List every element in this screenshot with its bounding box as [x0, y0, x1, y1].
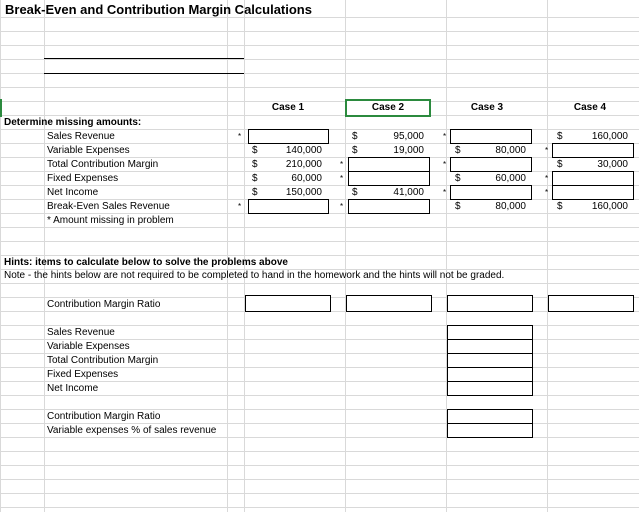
- case2-sales: 95,000: [393, 131, 424, 142]
- dollar-sign: $: [352, 145, 358, 156]
- hint-label-sales: Sales Revenue: [47, 327, 115, 338]
- case2-hint-cm-ratio-input[interactable]: [346, 295, 432, 312]
- case2-total-cm-input[interactable]: [348, 157, 430, 172]
- case3-sales-input[interactable]: [450, 129, 532, 144]
- hint-label-total-cm: Total Contribution Margin: [47, 355, 159, 366]
- case4-sales: 160,000: [591, 131, 628, 142]
- case1-sales-input[interactable]: [248, 129, 329, 144]
- missing-marker: *: [545, 188, 549, 197]
- dollar-sign: $: [455, 201, 461, 212]
- missing-marker: *: [340, 174, 344, 183]
- hints-title: Hints: items to calculate below to solve the problems above: [4, 257, 288, 268]
- case4-total-cm: 30,000: [597, 159, 628, 170]
- hint-label-cm-ratio: Contribution Margin Ratio: [47, 299, 161, 310]
- case3-hint-total-cm-input[interactable]: [447, 353, 533, 368]
- missing-marker: *: [340, 202, 344, 211]
- case4-header: Case 4: [573, 102, 607, 113]
- case1-variable-expenses: 140,000: [285, 145, 322, 156]
- underline-bottom: [44, 73, 244, 74]
- row-label-net-income: Net Income: [47, 187, 99, 198]
- case2-net-income: 41,000: [393, 187, 424, 198]
- dollar-sign: $: [352, 187, 358, 198]
- dollar-sign: $: [252, 159, 258, 170]
- case2-header: Case 2: [371, 102, 405, 113]
- dollar-sign: $: [557, 131, 563, 142]
- case3-variable-expenses: 80,000: [495, 145, 526, 156]
- case1-break-even-input[interactable]: [248, 199, 329, 214]
- case3-hint-cm-ratio-input[interactable]: [447, 295, 533, 312]
- dollar-sign: $: [252, 145, 258, 156]
- case3-hint-net-income-input[interactable]: [447, 381, 533, 396]
- hints-note: Note - the hints below are not required to be completed to hand in the homework and the hints will not be graded.: [4, 270, 505, 281]
- hint-label-net-income: Net Income: [47, 383, 99, 394]
- dollar-sign: $: [252, 187, 258, 198]
- case3-total-cm-input[interactable]: [450, 157, 532, 172]
- case4-net-income-input[interactable]: [552, 185, 634, 200]
- row-label-sales: Sales Revenue: [47, 131, 115, 142]
- case2-fixed-expenses-input[interactable]: [348, 171, 430, 186]
- case3-break-even: 80,000: [495, 201, 526, 212]
- missing-marker: *: [340, 160, 344, 169]
- case2-break-even-input[interactable]: [348, 199, 430, 214]
- case4-hint-cm-ratio-input[interactable]: [548, 295, 634, 312]
- missing-marker: *: [443, 188, 447, 197]
- sheet-title: Break-Even and Contribution Margin Calculations: [5, 2, 312, 17]
- hint-label-variable-pct: Variable expenses % of sales revenue: [47, 425, 217, 436]
- hint-label-variable-expenses: Variable Expenses: [47, 341, 130, 352]
- case3-hint-sales-input[interactable]: [447, 325, 533, 340]
- case2-variable-expenses: 19,000: [393, 145, 424, 156]
- case4-variable-expenses-input[interactable]: [552, 143, 634, 158]
- case4-fixed-expenses-input[interactable]: [552, 171, 634, 186]
- missing-marker: *: [545, 174, 549, 183]
- dollar-sign: $: [252, 173, 258, 184]
- row-label-total-cm: Total Contribution Margin: [47, 159, 159, 170]
- case1-header: Case 1: [271, 102, 305, 113]
- missing-marker: *: [443, 160, 447, 169]
- hint-label-cm-ratio-2: Contribution Margin Ratio: [47, 411, 161, 422]
- dollar-sign: $: [557, 159, 563, 170]
- hint-label-fixed-expenses: Fixed Expenses: [47, 369, 119, 380]
- row-label-fixed-expenses: Fixed Expenses: [47, 173, 119, 184]
- case3-fixed-expenses: 60,000: [495, 173, 526, 184]
- missing-marker: *: [545, 146, 549, 155]
- case3-hint-variable-pct-input[interactable]: [447, 423, 533, 438]
- dollar-sign: $: [455, 173, 461, 184]
- section-heading: Determine missing amounts:: [4, 117, 142, 128]
- case1-hint-cm-ratio-input[interactable]: [245, 295, 331, 312]
- missing-marker: *: [443, 132, 447, 141]
- case1-fixed-expenses: 60,000: [291, 173, 322, 184]
- missing-marker: *: [238, 202, 242, 211]
- dollar-sign: $: [352, 131, 358, 142]
- row-label-break-even: Break-Even Sales Revenue: [47, 201, 170, 212]
- dollar-sign: $: [557, 201, 563, 212]
- case3-header: Case 3: [470, 102, 504, 113]
- case3-hint-cm-ratio-2-input[interactable]: [447, 409, 533, 424]
- case1-net-income: 150,000: [285, 187, 322, 198]
- case3-net-income-input[interactable]: [450, 185, 532, 200]
- dollar-sign: $: [455, 145, 461, 156]
- case3-hint-fixed-expenses-input[interactable]: [447, 367, 533, 382]
- case1-total-cm: 210,000: [285, 159, 322, 170]
- row-label-variable-expenses: Variable Expenses: [47, 145, 130, 156]
- case4-break-even: 160,000: [591, 201, 628, 212]
- missing-marker: *: [238, 132, 242, 141]
- underline-top: [44, 58, 244, 59]
- footnote: * Amount missing in problem: [47, 215, 174, 226]
- active-row-marker: [0, 99, 2, 117]
- case3-hint-variable-expenses-input[interactable]: [447, 339, 533, 354]
